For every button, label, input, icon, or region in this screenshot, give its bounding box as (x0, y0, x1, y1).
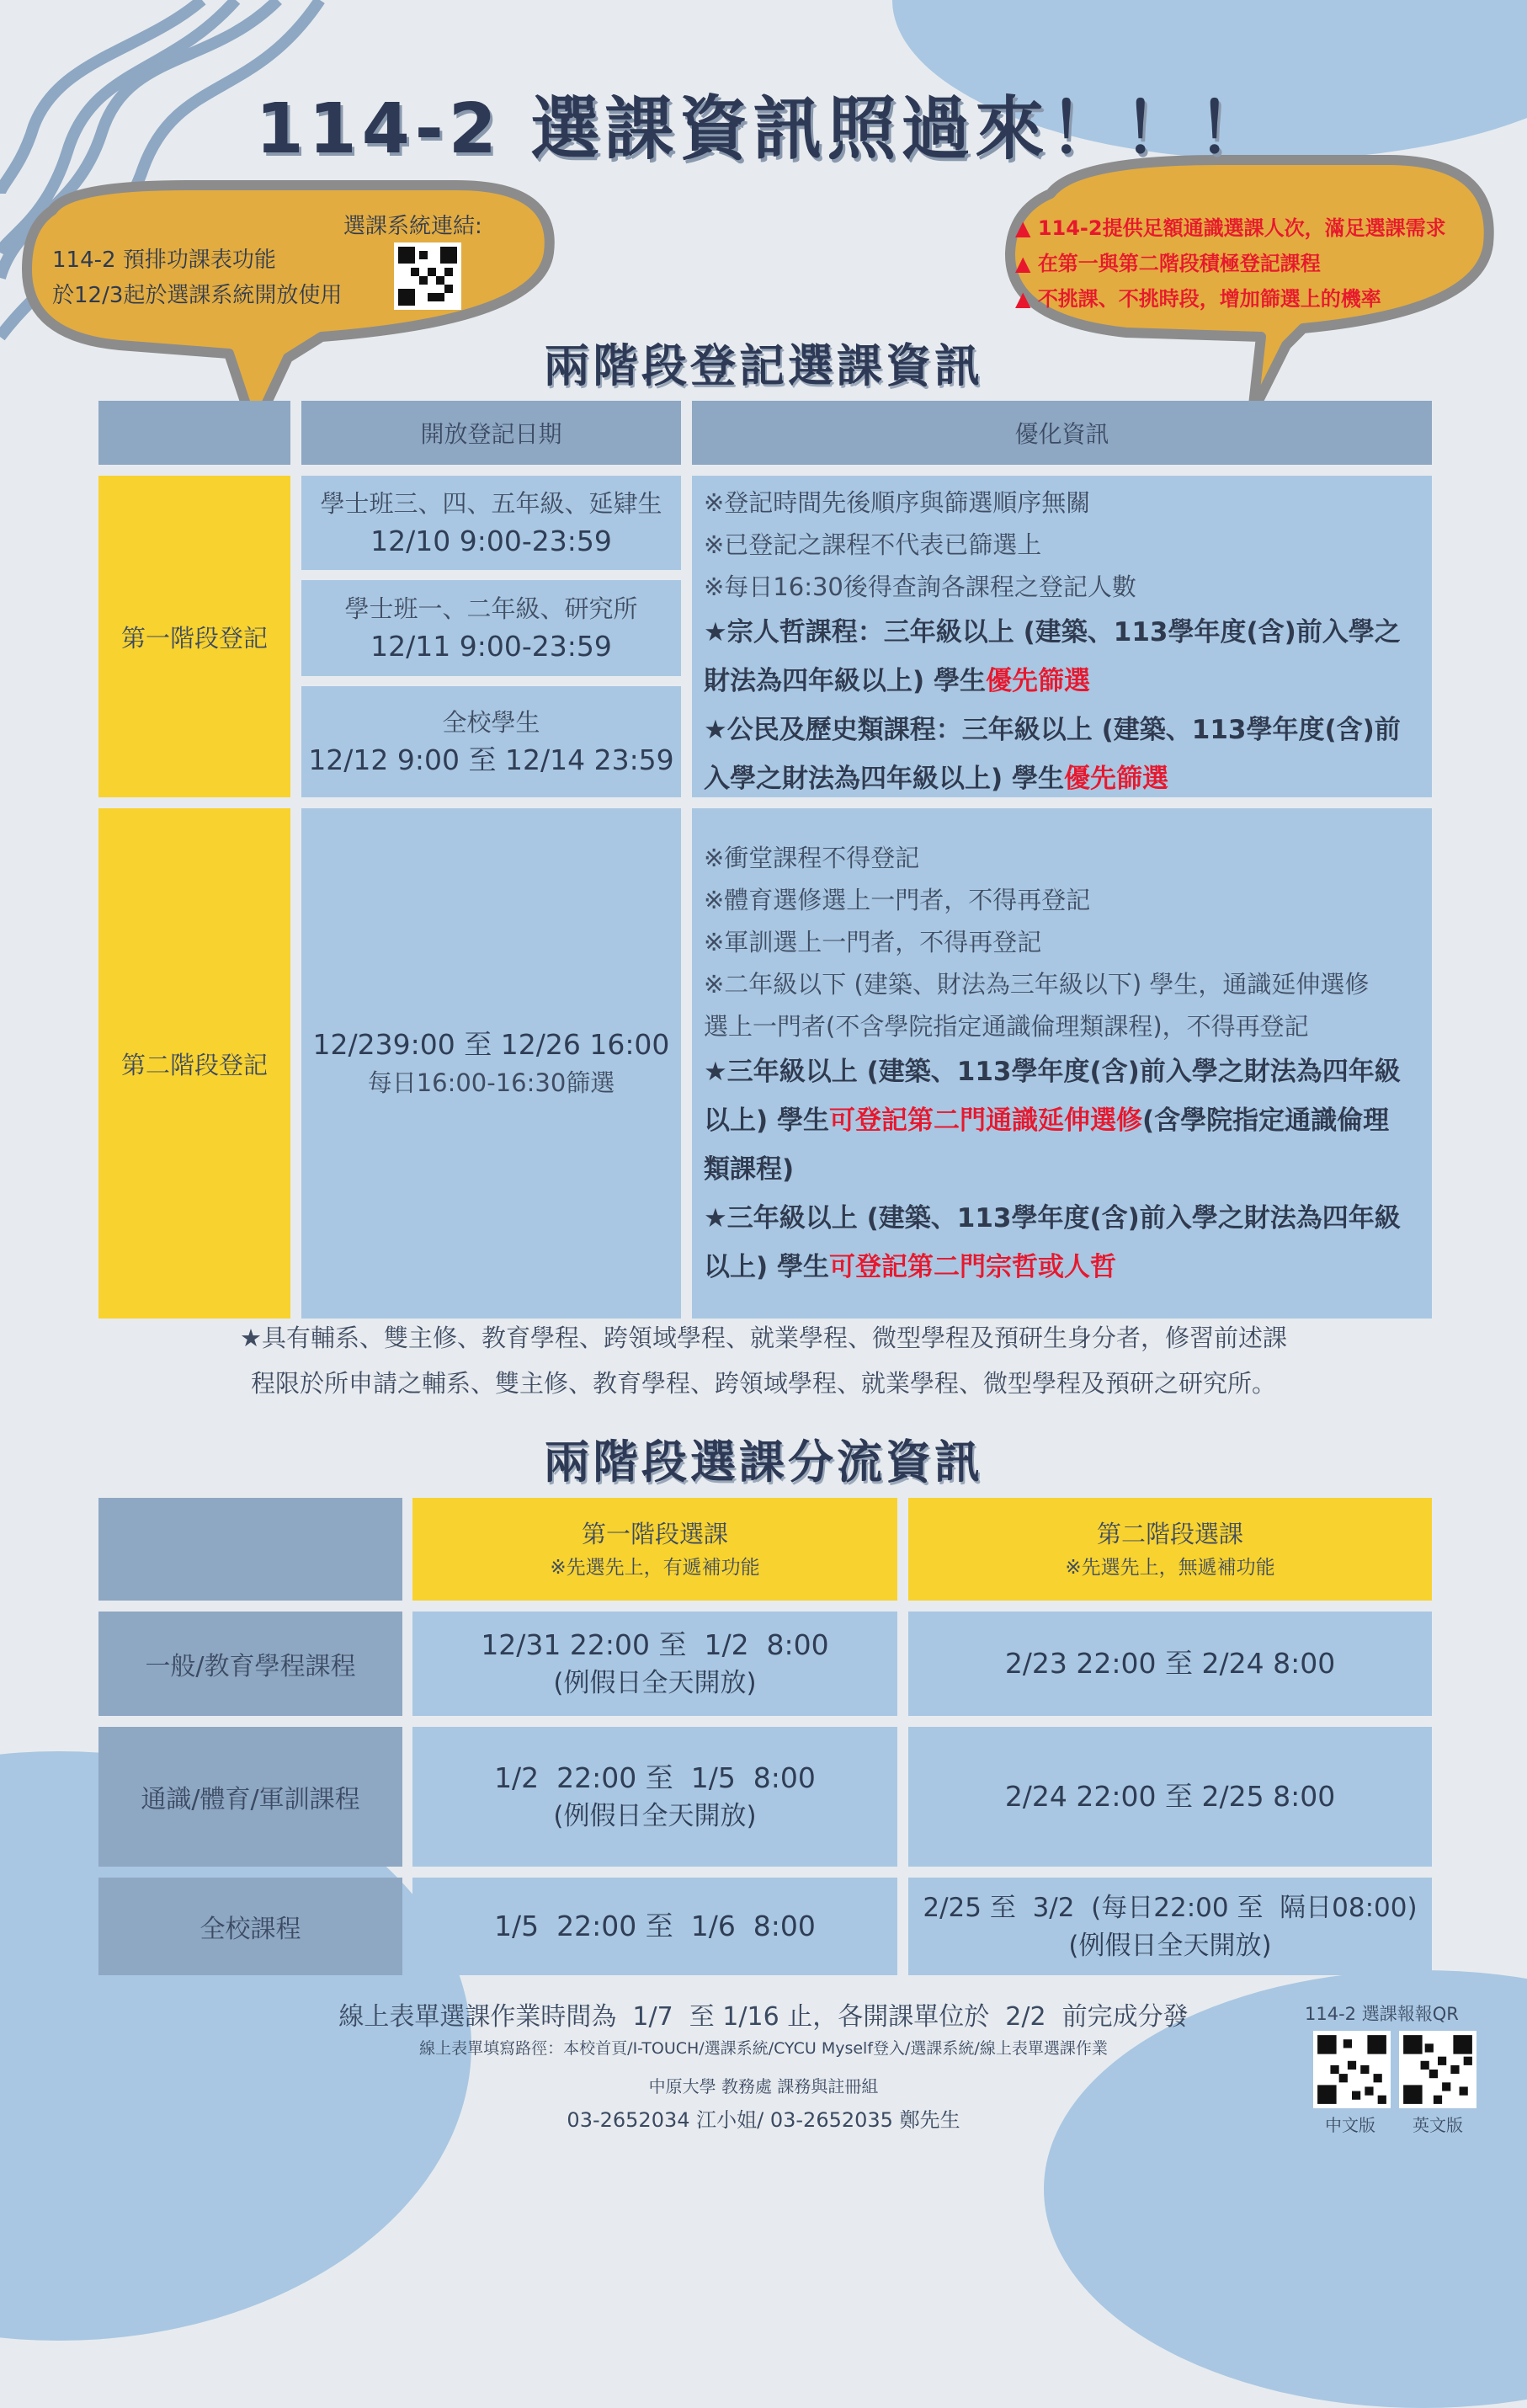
chinese-version-label: 中文版 (1325, 2115, 1375, 2135)
stage2-star-text: 以上) 學生 (704, 1252, 829, 1282)
bubble-item: ▲ 114-2提供足額通識選課人次，滿足選課需求 (1015, 216, 1446, 240)
table2-header-blank (98, 1498, 402, 1601)
table2-cell-stage1 (412, 1878, 897, 1975)
stage2-time: 2/23 22:00 至 2/24 8:00 (1004, 1647, 1336, 1680)
stage1-date-row-2 (301, 580, 681, 676)
stage1-date-when: 12/10 9:00-23:59 (370, 525, 612, 557)
qr-section-title: 114-2 選課報報QR (1305, 2004, 1459, 2024)
holiday-note: (例假日全天開放) (553, 1801, 757, 1831)
header-date-label: 開放登記日期 (420, 420, 562, 448)
stage1-date-row-1 (301, 476, 681, 570)
stage1-date-when: 12/11 9:00-23:59 (370, 630, 612, 663)
course-type-label: 一般/教育學程課程 (145, 1652, 356, 1681)
preschedule-line1: 114-2 預排功課表功能 (52, 248, 276, 273)
table2-cell-stage2 (908, 1612, 1432, 1716)
stage1-info-line: ※已登記之課程不代表已篩選上 (704, 530, 1042, 559)
stage1-star-line (704, 754, 1420, 803)
stage1-star-line: ★公民及歷史類課程：三年級以上 (建築、113學年度(含)前 (704, 715, 1401, 745)
stage1-select-sub: ※先選先上，有遞補功能 (550, 1557, 760, 1579)
stage2-select-title: 第二階段選課 (1096, 1520, 1243, 1548)
table2-header-stage2 (908, 1498, 1432, 1601)
english-version-qr-code[interactable] (1399, 2031, 1476, 2108)
course-type-label: 全校課程 (200, 1915, 301, 1944)
table2-cell-stage1 (412, 1612, 897, 1716)
table2-cell-stage2 (908, 1878, 1432, 1975)
second-course-highlight: 可登記第二門通識延伸選修 (828, 1105, 1142, 1136)
stage1-star-line: ★宗人哲課程：三年級以上 (建築、113學年度(含)前入學之 (704, 617, 1401, 647)
stage2-star-line: ★三年級以上 (建築、113學年度(含)前入學之財法為四年級 (704, 1203, 1401, 1233)
table2-row-label (98, 1878, 402, 1975)
stage2-star-line (704, 1096, 1420, 1145)
stage2-star-line (704, 1243, 1420, 1292)
table2-row-label (98, 1612, 402, 1716)
stage2-daily-screening: 每日16:00-16:30篩選 (367, 1068, 615, 1097)
stage1-time: 1/5 22:00 至 1/6 8:00 (494, 1910, 816, 1942)
online-form-path: 線上表單填寫路徑：本校首頁/I-TOUCH/選課系統/CYCU Myself登入/選課系統/線上表單選課作業 (419, 2039, 1108, 2058)
table2-cell-stage2 (908, 1727, 1432, 1867)
stage2-info-line: ※軍訓選上一門者，不得再登記 (704, 928, 1042, 956)
stage2-date-cell (301, 808, 681, 1319)
english-version-label: 英文版 (1413, 2115, 1463, 2135)
stage2-star-text: 以上) 學生 (704, 1105, 829, 1136)
priority-highlight: 優先篩選 (985, 666, 1090, 696)
header-info-label: 優化資訊 (1014, 420, 1109, 448)
stage1-date-row-3 (301, 686, 681, 797)
holiday-note: (例假日全天開放) (1068, 1931, 1272, 1961)
stage1-date-who: 學士班三、四、五年級、延肄生 (320, 489, 662, 518)
stage2-info-line: 選上一門者(不含學院指定通識倫理類課程)，不得再登記 (704, 1012, 1309, 1041)
holiday-note: (例假日全天開放) (553, 1668, 757, 1698)
system-link-label: 選課系統連結: (343, 214, 482, 239)
stage1-label-cell (98, 476, 290, 797)
stage2-time: 2/24 22:00 至 2/25 8:00 (1004, 1780, 1336, 1813)
identity-note-line1: ★具有輔系、雙主修、教育學程、跨領域學程、就業學程、微型學程及預研生身分者，修習前述課 (240, 1324, 1287, 1352)
stage2-star-line: ★三年級以上 (建築、113學年度(含)前入學之財法為四年級 (704, 1057, 1401, 1087)
stage2-star-line: 類課程) (704, 1154, 795, 1185)
identity-note-line2: 程限於所申請之輔系、雙主修、教育學程、跨領域學程、就業學程、微型學程及預研之研究所。 (250, 1369, 1276, 1398)
stage1-time: 1/2 22:00 至 1/5 8:00 (494, 1761, 816, 1794)
stage1-date-when: 12/12 9:00 至 12/14 23:59 (308, 743, 674, 776)
stage1-date-who: 學士班一、二年級、研究所 (344, 594, 638, 623)
stage2-info-line: ※衝堂課程不得登記 (704, 844, 920, 872)
priority-highlight: 優先篩選 (1063, 764, 1168, 794)
preschedule-line2: 於12/3起於選課系統開放使用 (52, 283, 343, 308)
stage1-date-who: 全校學生 (442, 708, 540, 737)
page-title: 114-2 選課資訊照過來！！！ (255, 89, 1272, 169)
chinese-version-qr-code[interactable] (1313, 2031, 1391, 2108)
stage2-select-sub: ※先選先上，無遞補功能 (1065, 1557, 1275, 1579)
table1-header-date (301, 401, 681, 465)
second-course-highlight: 可登記第二門宗哲或人哲 (828, 1252, 1116, 1282)
stage1-star-text: 入學之財法為四年級以上) 學生 (704, 764, 1064, 794)
stage1-label: 第一階段登記 (120, 623, 268, 653)
section2-title: 兩階段選課分流資訊 (544, 1436, 983, 1489)
contact-info: 03-2652034 江小姐/ 03-2652035 鄭先生 (567, 2108, 960, 2132)
stage1-star-line (704, 657, 1420, 706)
stage2-info-line: ※體育選修選上一門者，不得再登記 (704, 886, 1091, 914)
table2-cell-stage1 (412, 1727, 897, 1867)
stage1-info (692, 478, 1432, 807)
stage2-date-when: 12/239:00 至 12/26 16:00 (312, 1028, 670, 1061)
right-bubble-content (1015, 210, 1487, 317)
stage1-time: 12/31 22:00 至 1/2 8:00 (481, 1628, 829, 1661)
bubble-item: ▲ 在第一與第二階段積極登記課程 (1015, 252, 1321, 275)
bubble-item: ▲ 不挑課、不挑時段，增加篩選上的機率 (1015, 287, 1381, 311)
table2-row-label (98, 1727, 402, 1867)
table2-header-stage1 (412, 1498, 897, 1601)
stage2-label-cell (98, 808, 290, 1319)
stage2-star-text: (含學院指定通識倫理 (1141, 1105, 1390, 1136)
stage1-select-title: 第一階段選課 (581, 1520, 728, 1548)
online-form-schedule: 線上表單選課作業時間為 1/7 至 1/16 止，各開課單位於 2/2 前完成分發 (338, 2002, 1189, 2032)
table1-header-blank (98, 401, 290, 465)
section1-title: 兩階段登記選課資訊 (544, 339, 983, 392)
stage1-star-text: 財法為四年級以上) 學生 (704, 666, 986, 696)
stage2-info-line: ※二年級以下 (建築、財法為三年級以下) 學生，通識延伸選修 (704, 970, 1370, 999)
system-link-qr-code[interactable] (394, 242, 461, 310)
stage1-info-line: ※每日16:30後得查詢各課程之登記人數 (704, 573, 1136, 601)
course-type-label: 通識/體育/軍訓課程 (141, 1785, 360, 1814)
stage2-info (692, 834, 1432, 1295)
organization: 中原大學 教務處 課務與註冊組 (648, 2076, 879, 2096)
stage2-time: 2/25 至 3/2 (每日22:00 至 隔日08:00) (923, 1893, 1418, 1923)
stage2-label: 第二階段登記 (120, 1050, 268, 1079)
left-bubble-content (52, 209, 507, 318)
table1-header-info (692, 401, 1432, 465)
stage1-info-line: ※登記時間先後順序與篩選順序無關 (704, 488, 1091, 517)
